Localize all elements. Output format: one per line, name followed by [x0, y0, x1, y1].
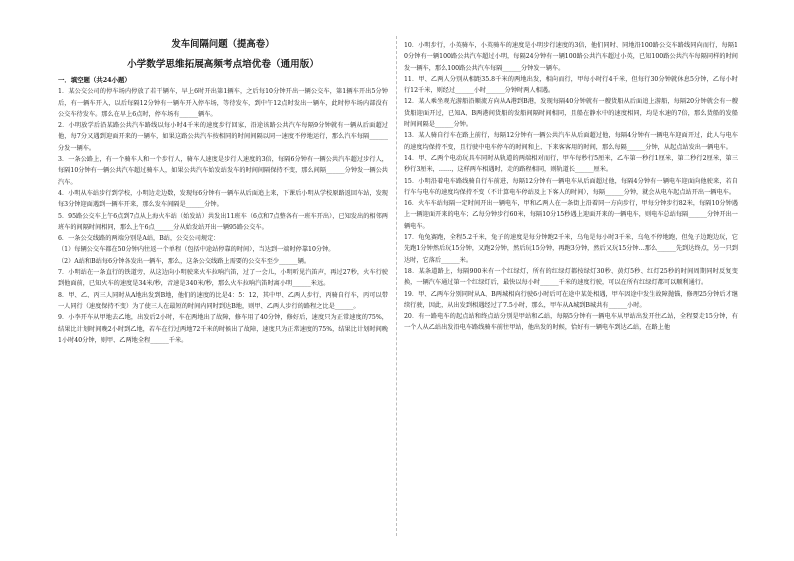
- right-column: [404, 40, 738, 334]
- left-question-list: [58, 86, 388, 346]
- question-item: 3．一条公路上，有一个骑车人和一个步行人，骑车人速度是步行人速度的3倍，每隔6分钟有一辆公共汽车超过步行人，每隔10分钟有一辆公共汽车超过骑车人，如果公共汽车始发站发车的时间间隔保持不变，那么间隔______分钟发一辆公共汽车。: [58, 156, 388, 186]
- question-item: 17．龟兔赛跑，全程5.2千米，兔子的速度是每分钟跑2千米，乌龟是每小时3千米，乌龟不停地跑，但兔子边跑边玩，它先跑1分钟然后玩15分钟，又跑2分钟，然后玩15分钟，再跑3分钟，然后又玩15分钟…那么______先到达终点，另一只到达时，它落后______米。: [404, 234, 738, 264]
- question-item: 9．小李开车从甲地去乙地，出发后2小时，车在两地出了故障，修车用了40分钟，修好后，速度只为正常速度的75%，结果比计划时间晚2小时到乙地，若车在行过两地72千米的时候出了故障，速度只为正常速度的75%，结果比计划时间晚1小时40分钟，则甲、乙两地全程______千米。: [58, 314, 388, 344]
- question-item: 7．小明站在一条直行的铁道旁，从这边向小明驶来火车拉响汽笛，过了一会儿，小明听见汽笛声，再过27秒，火车行驶到他面前，已知火车的速度是34米/秒，音速是340米/秒，那么火车拉响汽笛时离小明______米远。: [58, 269, 388, 288]
- question-item: 19．甲、乙两车分别同时从A、B两城相向行驶6小时后可在途中某处相遇，甲车因途中发生故障抛锚，修理25分钟后才继续行驶，因此，从出发到相遇经过了7.5小时，那么，甲车从A城到B城共有______小时。: [404, 290, 738, 309]
- question-item: 6．一条公交线路的两端分别是A站，B站，公交公司规定：: [58, 235, 220, 243]
- question-item: 2．小明放学后沿某路公共汽车路线以每小时4千米的速度步行回家，沿途该路公共汽车每隔9分钟就有一辆从后面超过他，每7分又遇到迎面开来的一辆车，如果这路公共汽车按相同的时间间隔以同一速度不停地运行，那么汽车每隔______分发一辆车。: [58, 122, 388, 152]
- page-subtitle: 小学数学思维拓展高频考点培优卷（通用版）: [127, 59, 319, 70]
- section-heading: 一．填空题（共24小题）: [58, 76, 131, 84]
- question-item: 11．甲、乙两人分别从相距35.8千米的两地出发，相向而行，甲每小时行4千米，但每行30分钟就休息5分钟，乙每小时行12千米，则经过______小时______分钟时两人相遇。: [404, 75, 738, 95]
- question-item: 5．95路公交车上午6点到7点从上海火车站（始发站）共发出11班车（6点和7点整各有一班车开出），已知发出的相邻两班车的间隔时间相同，那么上午6点______分从始发站开出一辆95路公交车。: [58, 212, 388, 231]
- question-item: 13．某人骑自行车在路上前行，每隔12分钟有一辆公共汽车从后面超过他，每隔4分钟有一辆电车迎面开过，此人与电车的速度均保持不变，且行驶中电车停车的时间和上、下来客客用的时间，那么每隔______分钟，从起点站发出一辆电车。: [404, 132, 738, 151]
- column-divider: [396, 36, 397, 536]
- question-item: 10．小明步行，小英骑车，小英骑车的速度是小明步行速度的3倍，他们同时、同地沿100路公交车路线同向而行，每隔10分钟有一辆100路公共汽车超过小明，每隔24分钟有一辆100路公共汽车超过小英，已知100路公共汽车每隔同样的时间发一辆车，那么100路公共汽车每隔______分钟发一辆车。: [404, 42, 738, 72]
- question-item: 8．甲、乙、丙三人同时从A地出发到B地，他们的速度的比是4：5：12，其中甲、乙两人步行，丙骑自行车，丙可以带一人同行（速度保持不变）为了使三人在最短的时间内同时到达B地，则甲、乙两人步行的路程之比是______。: [58, 291, 388, 310]
- question-item: 18．某条道路上，每隔900米有一个红绿灯，所有的红绿灯都按绿灯30秒、黄灯5秒、红灯25秒的时间周期同时反复变换，一辆汽车通过第一个红绿灯后，最快以每小时______千米的速度行驶，可以在所有红绿灯都可以顺利通行。: [404, 267, 738, 287]
- question-item: 20．有一路电车的起点站和终点站分别是甲站和乙站，每隔5分钟有一辆电车从甲站出发开往乙站，全程要走15分钟，有一个人从乙站出发沿电车路线骑车前往甲站，他出发的时候，恰好有一辆电车到达乙站，在路上他: [404, 313, 738, 332]
- question-item: 12．某人乘坐观光游船沿顺流方向从A港到B港，发现每隔40分钟就有一艘货船从后面追上游船，每隔20分钟就会有一艘货船迎面开过，已知A、B两港间货船的发船间隔时间相同，且船在静水中的速度相同，均是水速的7倍，那么货船的发船时间间隔是______分钟。: [404, 98, 738, 129]
- right-question-list: [404, 40, 738, 334]
- left-column: [58, 38, 388, 346]
- question-item: 16．火车车站每隔一定时间开出一辆电车，甲和乙两人在一条街上沿着同一方向步行，甲每分钟步行82米，每隔10分钟遇上一辆迎面开来的电车；乙每分钟步行60米，每隔10分15秒遇上迎面开来的一辆电车，则电车总站每隔______分钟开出一辆电车。: [404, 200, 738, 230]
- question-item: （2）A站和B站每6分钟各发出一辆车，那么，这条公交线路上需要的公交车至少______辆。: [58, 257, 311, 265]
- question-item: 4．小明从车站步行到学校，小明边走边数，发现每6分钟有一辆车从后面追上来，下课后小明从学校原路返回车站，发现每3分钟迎面遇到一辆车开来，那么发车间隔是______分钟。: [58, 189, 388, 209]
- question-item: （1）每辆公交车都在50分钟内往返一个单程（包括中途站停靠的时间），当达到一端时停靠10分钟。: [58, 246, 335, 254]
- question-item: 14．甲、乙两个电动玩具车同时从轨道的两端相对而行，甲车每秒行5厘米，乙车第一秒行1厘米，第二秒行2厘米，第三秒行3厘米，……，这样两车相遇时，走的路程相同，则轨道长______厘米。: [404, 154, 738, 174]
- question-item: 1．某公交公司的停车场内停放了若干辆车，早上6时开出第1辆车，之后每10分钟开出一辆公交车，第1辆车开出5分钟后，有一辆车开入，以后每隔12分钟有一辆车开入停车场，等待发车，到中午12点时发出一辆车，此时停车场内部没有公交车待发车。那么在早上6点时，停车场有______辆车。: [58, 88, 388, 118]
- page-title: 发车间隔问题（提高卷）: [171, 39, 275, 50]
- question-item: 15．小明沿着电车路线骑自行车前进，每隔12分钟有一辆电车从后面超过他，每隔4分钟有一辆电车迎面向他驶来，若自行车与电车的速度均保持不变（不计算电车停站及上下客人的时间），每隔______分钟，就会从电车起点站开出一辆电车。: [404, 177, 738, 196]
